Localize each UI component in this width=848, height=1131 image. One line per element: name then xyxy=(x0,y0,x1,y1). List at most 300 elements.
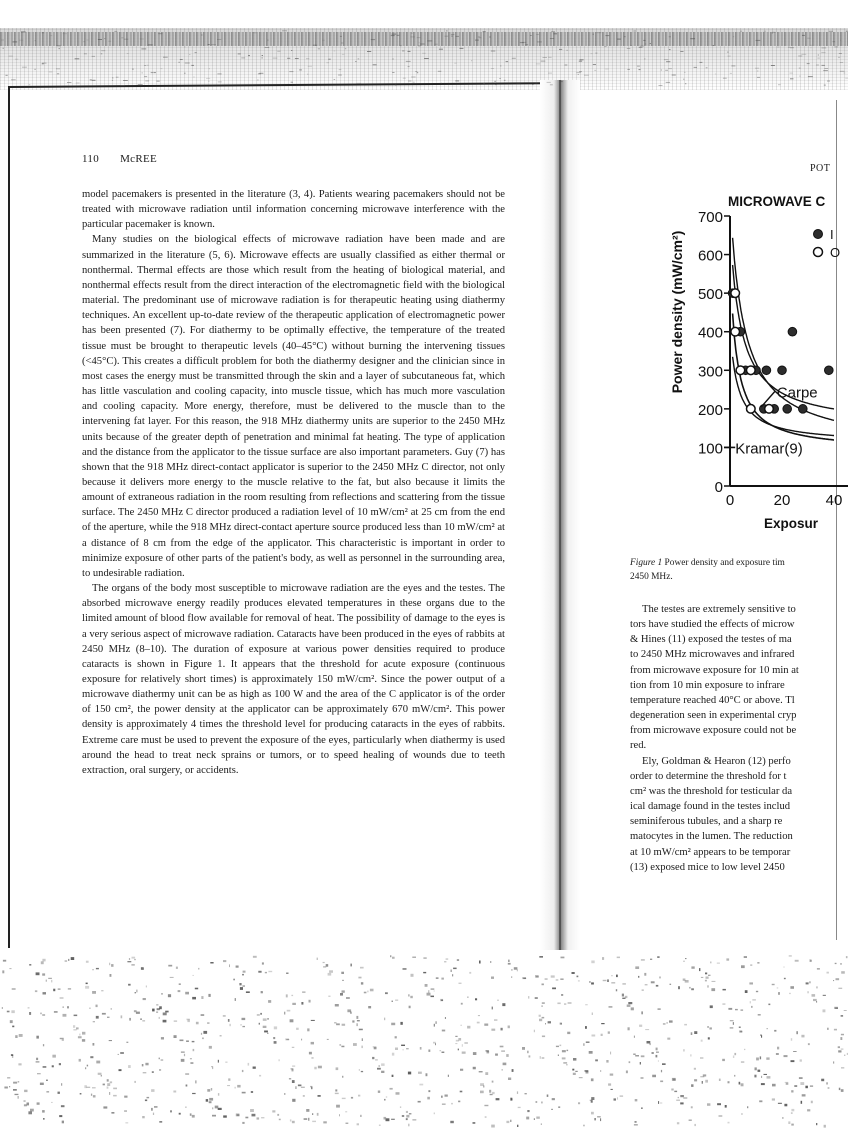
scan-speck xyxy=(725,1105,727,1108)
scan-speck xyxy=(799,1077,803,1078)
scan-speck xyxy=(96,1016,99,1019)
scan-speck xyxy=(301,1039,302,1041)
page-number: 110 xyxy=(82,153,99,165)
scan-speck xyxy=(487,1051,490,1054)
scan-speck xyxy=(460,1069,463,1071)
y-tick-label: 300 xyxy=(697,363,723,381)
scan-speck xyxy=(372,1057,374,1059)
scan-speck xyxy=(685,980,689,983)
scan-speck xyxy=(159,1058,160,1060)
scan-speck xyxy=(208,994,210,997)
scan-speck xyxy=(339,1044,341,1045)
scan-speck xyxy=(142,1116,145,1118)
scan-speck xyxy=(180,1040,184,1042)
scan-speck xyxy=(142,1064,144,1066)
scan-speck xyxy=(642,989,644,991)
scan-speck xyxy=(458,1049,459,1051)
scan-speck xyxy=(791,1038,792,1041)
scan-speck xyxy=(267,1033,268,1034)
scan-speck xyxy=(728,1008,732,1010)
scan-speck xyxy=(535,997,538,999)
scan-speck xyxy=(622,983,626,985)
scan-speck xyxy=(462,1044,463,1047)
scan-speck xyxy=(705,1080,708,1083)
scan-speck xyxy=(36,1061,40,1063)
scan-speck xyxy=(728,1081,730,1083)
scan-speck xyxy=(36,1036,39,1039)
scan-speck xyxy=(542,1058,545,1059)
scan-speck xyxy=(406,1118,408,1120)
scan-speck xyxy=(756,1058,759,1061)
scan-speck xyxy=(589,1051,593,1054)
scan-speck xyxy=(529,1055,531,1057)
scan-speck xyxy=(242,1092,246,1094)
scan-speck xyxy=(508,1026,510,1029)
scan-speck xyxy=(384,1018,385,1021)
scan-speck xyxy=(527,1110,529,1112)
scan-speck xyxy=(641,1055,645,1057)
scan-speck xyxy=(835,1008,838,1009)
scan-speck xyxy=(772,984,775,985)
scan-speck xyxy=(451,970,452,973)
scan-speck xyxy=(168,994,171,997)
scan-speck xyxy=(362,1038,363,1041)
scan-speck xyxy=(777,987,779,988)
scan-speck xyxy=(292,1047,295,1048)
scan-speck xyxy=(660,1081,663,1083)
scan-speck xyxy=(286,994,288,997)
scan-speck xyxy=(448,1075,449,1077)
scan-speck xyxy=(490,1094,493,1095)
scan-speck xyxy=(501,1051,505,1052)
scan-speck xyxy=(844,1055,845,1056)
scan-speck xyxy=(761,1035,762,1038)
scan-speck xyxy=(772,1098,775,1100)
scan-speck xyxy=(568,1002,572,1003)
y-tick-label: 500 xyxy=(697,286,723,304)
data-point-open xyxy=(731,327,740,336)
scan-speck xyxy=(279,1119,281,1121)
scan-speck xyxy=(395,1048,398,1051)
scan-speck xyxy=(360,967,364,969)
scan-speck xyxy=(91,1094,92,1096)
scan-speck xyxy=(652,1075,656,1078)
scan-speck xyxy=(78,1036,82,1038)
running-author: McREE xyxy=(120,153,158,165)
scan-speck xyxy=(408,1124,409,1127)
scan-speck xyxy=(2,970,4,973)
scan-speck xyxy=(246,991,250,993)
scan-speck xyxy=(669,1020,673,1022)
scan-speck xyxy=(802,1094,806,1096)
scan-speck xyxy=(326,964,329,967)
scan-speck xyxy=(789,955,792,956)
scan-speck xyxy=(455,1043,457,1044)
scan-speck xyxy=(377,1068,381,1070)
scan-speck xyxy=(37,1102,40,1104)
scan-speck xyxy=(597,1116,601,1117)
scan-speck xyxy=(15,1035,17,1038)
scan-speck xyxy=(292,1066,295,1067)
scan-speck xyxy=(758,1070,761,1072)
scan-speck xyxy=(54,1011,58,1012)
scan-speck xyxy=(473,1067,476,1070)
scan-speck xyxy=(107,1017,110,1018)
scan-speck xyxy=(441,1000,443,1001)
scan-speck xyxy=(634,1124,638,1125)
scan-speck xyxy=(311,1042,314,1045)
scan-speck xyxy=(317,1113,319,1116)
scan-speck xyxy=(434,1113,435,1115)
scan-speck xyxy=(243,971,246,973)
scan-speck xyxy=(560,1045,562,1047)
scan-speck xyxy=(635,1121,637,1123)
scan-speck xyxy=(722,1059,725,1061)
scan-speck xyxy=(220,1035,222,1036)
scan-speck xyxy=(652,1052,654,1054)
scan-speck xyxy=(741,965,745,968)
scan-speck xyxy=(479,1071,483,1072)
scan-speck xyxy=(808,991,809,993)
scan-speck xyxy=(43,1066,47,1068)
scan-speck xyxy=(680,1102,683,1104)
scan-speck xyxy=(367,991,368,993)
scan-speck xyxy=(43,1118,45,1120)
scan-speck xyxy=(561,957,565,959)
scan-speck xyxy=(186,1041,189,1042)
scan-speck xyxy=(352,1020,354,1022)
scan-speck xyxy=(616,975,618,978)
scan-speck xyxy=(768,1004,770,1006)
scan-speck xyxy=(838,1046,840,1048)
scan-speck xyxy=(497,1000,498,1001)
chart-title: MICROWAVE C xyxy=(728,194,826,209)
scan-speck xyxy=(173,1091,176,1093)
text-line: tors have studied the effects of microw xyxy=(630,619,795,631)
scan-speck xyxy=(301,1002,303,1005)
scan-speck xyxy=(36,1058,38,1060)
scan-speck xyxy=(444,961,446,962)
scan-speck xyxy=(259,1075,261,1077)
scan-speck xyxy=(229,1024,231,1026)
scan-speck xyxy=(508,960,509,962)
scan-speck xyxy=(292,1003,296,1005)
scan-speck xyxy=(192,1115,195,1118)
scan-speck xyxy=(237,1085,240,1088)
scan-speck xyxy=(573,1073,576,1075)
scan-speck xyxy=(146,986,147,988)
scan-speck xyxy=(767,1028,768,1029)
scan-speck xyxy=(750,965,752,966)
scan-speck xyxy=(272,1110,275,1112)
legend-label: O xyxy=(830,245,841,260)
scan-speck xyxy=(334,1022,336,1024)
scan-speck xyxy=(741,1113,742,1114)
scan-speck xyxy=(410,996,413,998)
scan-speck xyxy=(757,962,759,963)
scan-speck xyxy=(552,1098,555,1100)
scan-speck xyxy=(161,993,162,995)
scan-speck xyxy=(839,1088,841,1090)
scan-speck xyxy=(61,1083,62,1086)
scan-speck xyxy=(353,1043,357,1046)
scan-speck xyxy=(96,1005,98,1008)
scan-speck xyxy=(82,1039,85,1042)
scan-speck xyxy=(62,1121,64,1124)
scan-speck xyxy=(411,974,414,977)
scan-speck xyxy=(800,1082,804,1085)
scan-speck xyxy=(793,1051,797,1052)
scan-speck xyxy=(237,1114,240,1116)
scan-speck xyxy=(286,973,288,975)
scan-speck xyxy=(218,1060,219,1063)
scan-speck xyxy=(253,956,257,958)
paragraph: The organs of the body most susceptible to microwave radiation are the eyes and the testes. The absorbed microwave energy readily produces elevated temperatures in these organs due to the limited amount of blood flow available for removal of heat. The possibility of damage to the eyes is a very serious aspect of microwave radiation. Cataracts have been produced in the eyes of rabbits at 2450 MHz (8–10). The duration of exposure at various power densities required to produce cataracts is shown in Figure 1. It appears that the threshold for acute exposure (continuous exposure for relatively short times) is approximately 150 mW/cm². Since the power output of a microwave diathermy unit can be as high as 100 W and the area of the C applicator is of the order of 150 cm², the power density at the applicator can be approximately 670 mW/cm². This power density is approximately 4 times the threshold level for producing cataracts in the eyes of rabbits. Extreme care must be used to prevent the exposure of the eyes, particularly when diathermy is used around the head to treat neck sprains or tumors, or to speed healing of wounds due to teeth extraction, oral surgery, or accidents. xyxy=(82,583,505,776)
scan-speck xyxy=(673,1079,676,1081)
scan-speck xyxy=(135,992,136,993)
scan-speck xyxy=(628,1002,632,1004)
scan-speck xyxy=(442,1052,445,1053)
scan-speck xyxy=(9,968,11,969)
scan-speck xyxy=(761,1083,765,1085)
scan-speck xyxy=(251,1091,253,1093)
scan-speck xyxy=(722,1004,725,1005)
scan-speck xyxy=(347,1009,351,1012)
scan-speck xyxy=(600,1070,601,1071)
scan-speck xyxy=(791,1090,793,1092)
scan-speck xyxy=(107,1083,110,1086)
scan-speck xyxy=(705,973,707,975)
figure-label: Figure 1 xyxy=(630,558,663,568)
scan-speck xyxy=(359,1069,360,1070)
scan-speck xyxy=(93,1095,96,1097)
scan-speck xyxy=(190,1058,192,1059)
scan-speck xyxy=(566,1064,567,1065)
scan-speck xyxy=(719,1079,721,1081)
scan-speck xyxy=(400,1022,402,1025)
scan-speck xyxy=(37,1073,41,1074)
scan-speck xyxy=(826,1082,828,1084)
scan-speck xyxy=(28,1007,30,1008)
scan-speck xyxy=(645,1029,649,1030)
scan-speck xyxy=(496,1098,500,1100)
scan-speck xyxy=(791,1060,795,1062)
scan-speck xyxy=(76,1027,79,1029)
scan-speck xyxy=(614,1098,617,1100)
scan-speck xyxy=(4,1087,8,1089)
scan-speck xyxy=(602,957,604,960)
scan-speck xyxy=(591,1100,593,1102)
scan-speck xyxy=(42,1014,45,1016)
scan-speck xyxy=(741,1009,744,1011)
scan-speck xyxy=(689,1120,692,1121)
scan-speck xyxy=(641,1077,644,1078)
text-line: from microwave exposure could not be xyxy=(630,725,797,737)
scan-speck xyxy=(310,1086,312,1087)
scan-speck xyxy=(302,991,305,993)
chart-svg xyxy=(650,188,848,538)
scan-speck xyxy=(7,1011,10,1013)
scan-speck xyxy=(492,1007,493,1010)
scan-speck xyxy=(823,1009,826,1012)
scan-speck xyxy=(10,1020,13,1023)
scan-speck xyxy=(73,1025,75,1028)
scan-speck xyxy=(257,1014,260,1016)
scan-speck xyxy=(336,1023,340,1025)
scan-speck xyxy=(733,1056,734,1059)
scan-speck xyxy=(691,1032,693,1035)
scan-speck xyxy=(710,962,711,964)
scan-speck xyxy=(591,1078,594,1081)
scan-speck xyxy=(700,1076,704,1077)
scan-speck xyxy=(242,1026,245,1027)
scan-speck xyxy=(361,982,363,984)
scan-speck xyxy=(561,994,563,996)
scan-speck xyxy=(756,991,758,992)
scan-speck xyxy=(24,1100,26,1102)
scan-speck xyxy=(102,1013,106,1015)
y-tick-label: 200 xyxy=(697,401,723,419)
scan-speck xyxy=(240,1024,241,1025)
scan-speck xyxy=(92,1087,96,1089)
scan-speck xyxy=(242,1018,246,1020)
scan-speck xyxy=(510,1098,512,1101)
scan-speck xyxy=(74,1015,78,1017)
scan-speck xyxy=(289,1078,291,1080)
scan-speck xyxy=(406,1115,409,1118)
scan-speck xyxy=(92,969,94,970)
scan-speck xyxy=(48,978,52,979)
scan-speck xyxy=(511,1098,512,1100)
scan-speck xyxy=(259,1023,260,1025)
scan-speck xyxy=(346,997,350,998)
scan-speck xyxy=(609,1006,613,1008)
scan-speck xyxy=(135,959,136,960)
scan-speck xyxy=(209,1098,213,1101)
figure-1-chart xyxy=(650,188,848,538)
scan-speck xyxy=(68,988,71,989)
scan-speck xyxy=(667,1022,668,1023)
scan-speck xyxy=(408,994,409,996)
scan-speck xyxy=(135,1081,136,1083)
scan-speck xyxy=(212,1107,213,1109)
scan-speck xyxy=(708,975,711,976)
scan-speck xyxy=(192,1093,196,1094)
scan-speck xyxy=(209,1101,212,1103)
scan-speck xyxy=(573,1058,576,1061)
scan-speck xyxy=(586,1071,589,1074)
scan-speck xyxy=(192,997,196,1000)
scan-speck xyxy=(592,1035,596,1037)
scan-speck xyxy=(785,1082,789,1083)
scan-speck xyxy=(617,1097,618,1099)
scan-speck xyxy=(442,1030,445,1032)
scan-speck xyxy=(19,1034,23,1037)
scan-speck xyxy=(428,1050,430,1052)
scan-speck xyxy=(209,1046,212,1049)
scan-speck xyxy=(747,1106,748,1108)
data-point-open xyxy=(747,405,756,414)
scan-speck xyxy=(298,1085,302,1087)
y-tick-label: 600 xyxy=(697,247,723,265)
scan-speck xyxy=(512,1069,514,1072)
scan-speck xyxy=(306,1109,309,1112)
scan-speck xyxy=(690,1054,691,1056)
scan-speck xyxy=(84,1085,87,1088)
scan-speck xyxy=(695,1124,696,1126)
scan-speck xyxy=(156,1004,158,1006)
scan-speck xyxy=(641,1107,642,1109)
scan-speck xyxy=(201,1033,202,1035)
scan-speck xyxy=(491,1125,495,1128)
text-line: cm² was the threshold for testicular da xyxy=(630,785,793,797)
scan-speck xyxy=(475,998,477,1000)
scan-speck xyxy=(258,971,261,973)
scan-speck xyxy=(212,1067,213,1069)
scan-speck xyxy=(113,1095,117,1097)
scan-speck xyxy=(395,1036,397,1038)
scan-speck xyxy=(403,968,407,970)
scan-speck xyxy=(51,980,52,983)
scan-speck xyxy=(540,1056,541,1059)
text-line: Ely, Goldman & Hearon (12) perfo xyxy=(642,755,791,767)
scan-speck xyxy=(336,1067,339,1070)
scan-speck xyxy=(419,1084,423,1086)
scan-speck xyxy=(446,959,449,960)
scan-speck xyxy=(206,1099,208,1102)
scan-speck xyxy=(766,1057,769,1059)
scan-speck xyxy=(60,1038,64,1039)
scan-speck xyxy=(356,1023,358,1026)
scan-speck xyxy=(186,1085,188,1087)
x-tick-label: 20 xyxy=(773,492,791,509)
scan-speck xyxy=(85,986,89,989)
scan-speck xyxy=(42,973,45,975)
scan-speck xyxy=(358,977,361,979)
scan-speck xyxy=(131,964,134,966)
scan-speck xyxy=(833,1061,834,1063)
scan-speck xyxy=(784,1055,788,1057)
scan-speck xyxy=(585,1026,587,1029)
scan-speck xyxy=(556,979,559,981)
scan-speck xyxy=(633,1054,636,1055)
scan-speck xyxy=(87,1065,88,1067)
scan-speck xyxy=(373,1046,377,1047)
scan-speck xyxy=(552,988,556,990)
scan-speck xyxy=(60,997,64,999)
scan-speck xyxy=(557,1003,560,1005)
scan-speck xyxy=(29,964,31,966)
data-point-filled xyxy=(825,366,834,375)
scan-speck xyxy=(740,1031,742,1032)
scan-speck xyxy=(801,1101,803,1104)
scan-speck xyxy=(578,1102,580,1104)
scan-speck xyxy=(761,1076,762,1078)
scan-speck xyxy=(362,1046,363,1049)
scan-speck xyxy=(351,964,352,967)
scan-speck xyxy=(431,988,435,990)
scan-speck xyxy=(611,1089,613,1090)
scan-speck xyxy=(67,1006,69,1008)
scan-speck xyxy=(836,978,840,980)
scan-speck xyxy=(401,1045,405,1046)
scan-speck xyxy=(784,978,786,979)
scan-speck xyxy=(494,1019,497,1020)
scan-speck xyxy=(215,1106,219,1109)
scan-speck xyxy=(717,1103,721,1105)
scan-speck xyxy=(292,1080,295,1083)
scan-speck xyxy=(110,974,112,977)
